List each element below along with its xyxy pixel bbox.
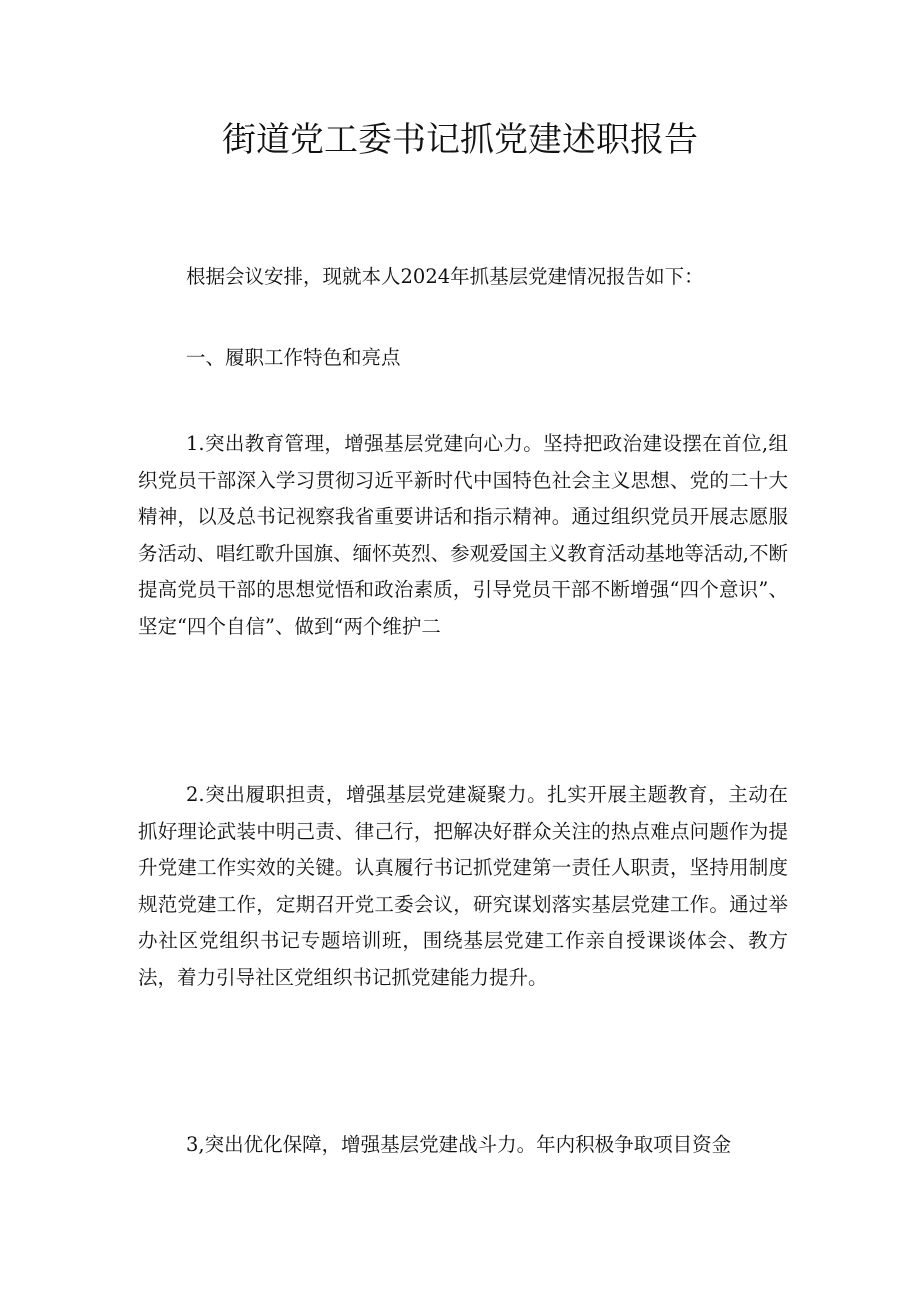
item-paragraph-2: 2.突出履职担责，增强基层党建凝聚力。扎实开展主题教育，主动在抓好理论武装中明己责、律己行，把解决好群众关注的热点难点问题作为提升党建工作实效的关键。认真履行书记抓党建第一责任人职责，坚持用制度规范党建工作，定期召开党工委会议，研究谋划落实基层党建工作。通过举办社区党组织书记专题培训班，围绕基层党建工作亲自授课谈体会、教方法，着力引导社区党组织书记抓党建能力提升。 [138, 783, 788, 989]
section-heading: 一、履职工作特色和亮点 [186, 346, 401, 369]
item-paragraph-3: 3,突出优化保障，增强基层党建战斗力。年内积极争取项目资金 [186, 1133, 732, 1156]
document-title: 街道党工委书记抓党建述职报告 [222, 120, 698, 160]
intro-paragraph: 根据会议安排，现就本人2024年抓基层党建情况报告如下： [186, 265, 704, 288]
item-paragraph-1: 1.突出教育管理，增强基层党建向心力。坚持把政治建设摆在首位,组织党员干部深入学习贯彻习近平新时代中国特色社会主义思想、党的二十大精神，以及总书记视察我省重要讲话和指示精神。通过组织党员开展志愿服务活动、唱红歌升国旗、缅怀英烈、参观爱国主义教育活动基地等活动,不断提高党员干部的思想觉悟和政治素质，引导党员干部不断增强“四个意识”、坚定“四个自信”、做到“两个维护二 [138, 432, 788, 638]
